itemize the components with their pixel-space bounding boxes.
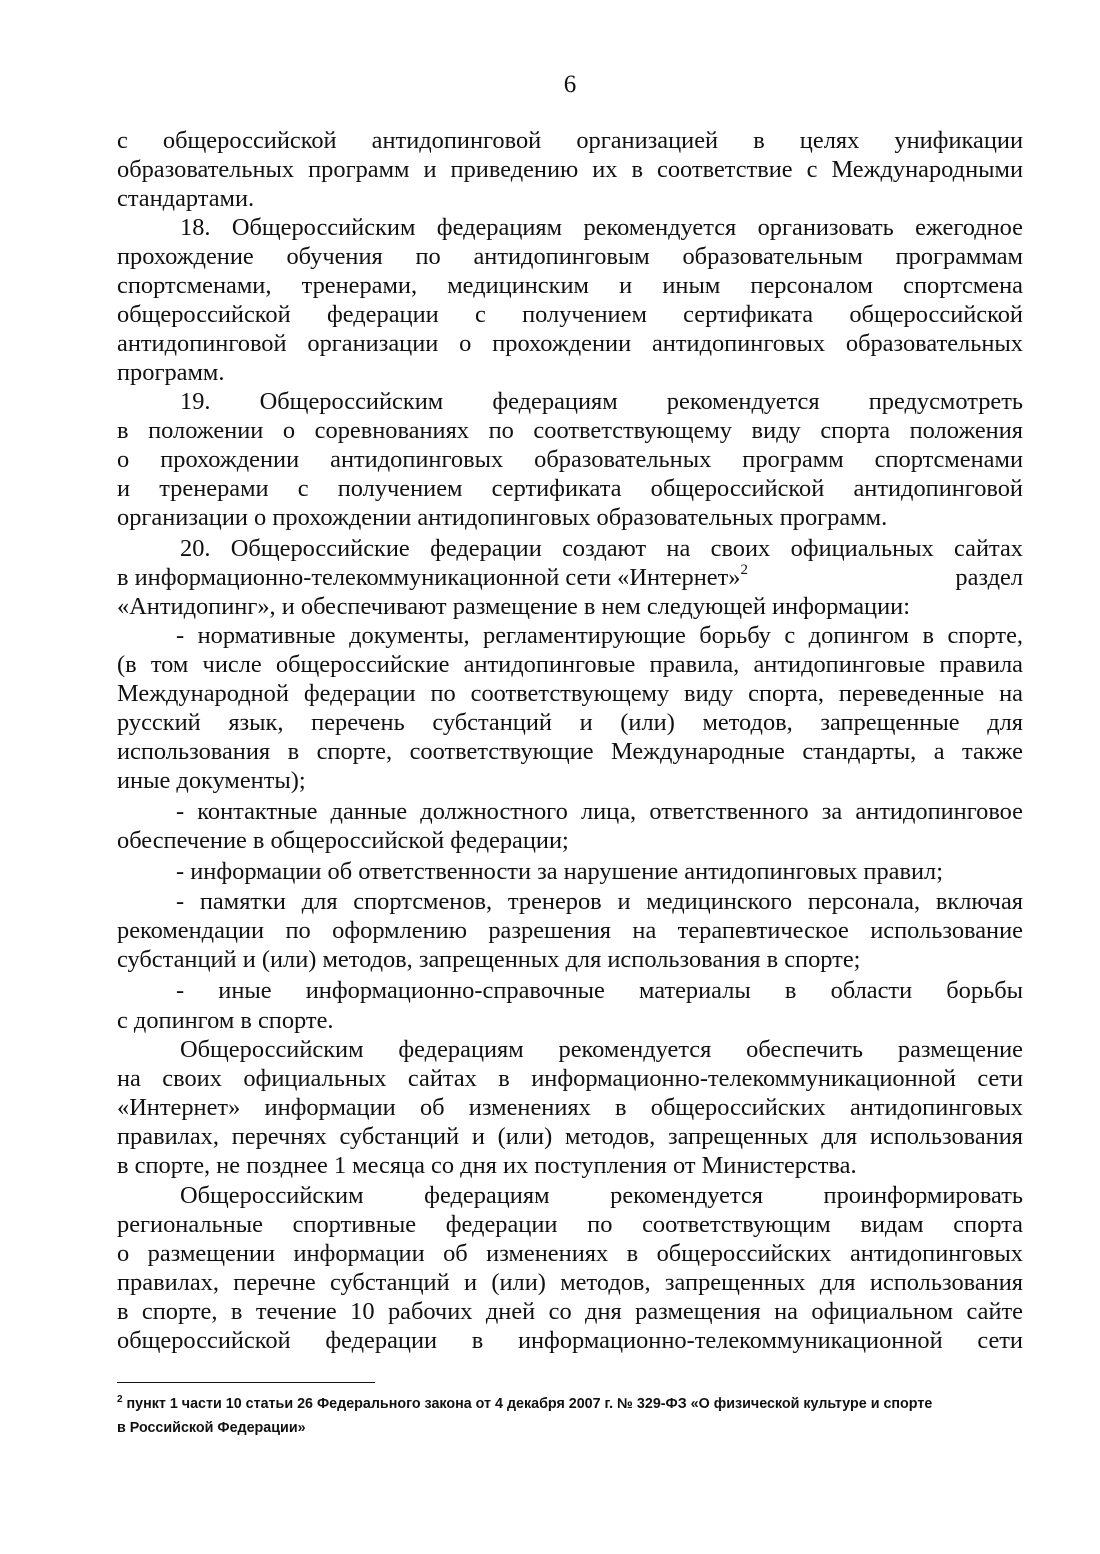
list-item-start: - контактные данные должностного лица, ответственного за антидопинговое [176, 798, 1023, 825]
footnote-mark: 2 [117, 1394, 123, 1405]
list-item-start: - иные информационно-справочные материалы в области борьбы [176, 977, 1023, 1004]
list-item-start: - нормативные документы, регламентирующие борьбу с допингом в спорте, [176, 622, 1023, 649]
text-line: правилах, перечнях субстанций и (или) методов, запрещенных для использования [117, 1123, 1023, 1150]
text-line [117, 563, 1023, 592]
footnote-separator [117, 1382, 375, 1383]
text-line: правилах, перечне субстанций и (или) методов, запрещенных для использования [117, 1269, 1023, 1296]
footnote-reference: 2 [740, 562, 748, 578]
text-segment: в информационно-телекоммуникационной сети «Интернет» [117, 564, 741, 591]
text-line: в спорте, в течение 10 рабочих дней со дня размещения на официальном сайте [117, 1298, 1023, 1325]
text-line: региональные спортивные федерации по соответствующим видам спорта [117, 1211, 1023, 1238]
list-item-start: - памятки для спортсменов, тренеров и медицинского персонала, включая [176, 888, 1023, 915]
footnote-line: в Российской Федерации» [117, 1420, 306, 1436]
text-segment: раздел [955, 564, 1023, 591]
text-line: «Антидопинг», и обеспечивают размещение в нем следующей информации: [117, 593, 910, 620]
page-number: 6 [563, 71, 577, 98]
text-line: стандартами. [117, 185, 255, 212]
paragraph-start: Общероссийским федерациям рекомендуется обеспечить размещение [180, 1036, 1023, 1063]
text-line: (в том числе общероссийские антидопинговые правила, антидопинговые правила [117, 651, 1023, 678]
text-line: иные документы); [117, 767, 306, 794]
text-line: Международной федерации по соответствующему виду спорта, переведенные на [117, 680, 1023, 707]
text-line: организации о прохождении антидопинговых образовательных программ. [117, 504, 888, 531]
footnote-line: пункт 1 части 10 статьи 26 Федерального закона от 4 декабря 2007 г. № 329-ФЗ «О физической культуре и спорте [122, 1396, 933, 1412]
text-line: в спорте, не позднее 1 месяца со дня их поступления от Министерства. [117, 1152, 857, 1179]
text-line: с общероссийской антидопинговой организацией в целях унификации [117, 127, 1023, 154]
text-line: программ. [117, 359, 225, 386]
text-line: русский язык, перечень субстанций и (или) методов, запрещенные для [117, 709, 1023, 736]
text-line: образовательных программ и приведению их в соответствие с Международными [117, 156, 1023, 183]
text-line: о прохождении антидопинговых образовательных программ спортсменами [117, 446, 1023, 473]
text-line: общероссийской федерации с получением сертификата общероссийской [117, 301, 1023, 328]
text-line: о размещении информации об изменениях в общероссийских антидопинговых [117, 1240, 1023, 1267]
paragraph-19-start: 19. Общероссийским федерациям рекомендуется предусмотреть [180, 388, 1023, 415]
paragraph-start: Общероссийским федерациям рекомендуется проинформировать [180, 1182, 1023, 1209]
text-line: рекомендации по оформлению разрешения на терапевтическое использование [117, 917, 1023, 944]
text-line: использования в спорте, соответствующие Международные стандарты, а также [117, 738, 1023, 765]
text-line: прохождение обучения по антидопинговым образовательным программам [117, 243, 1023, 270]
text-line: в положении о соревнованиях по соответствующему виду спорта положения [117, 417, 1023, 444]
list-item-start: - информации об ответственности за нарушение антидопинговых правил; [176, 858, 943, 885]
text-line: субстанций и (или) методов, запрещенных для использования в спорте; [117, 946, 861, 973]
text-line: спортсменами, тренерами, медицинским и иным персоналом спортсмена [117, 272, 1023, 299]
footnote-text [117, 1395, 1037, 1413]
text-line: на своих официальных сайтах в информационно-телекоммуникационной сети [117, 1065, 1023, 1092]
paragraph-18-start: 18. Общероссийским федерациям рекомендуется организовать ежегодное [180, 214, 1023, 241]
text-segment [117, 563, 748, 592]
text-line: обеспечение в общероссийской федерации; [117, 827, 569, 854]
text-line: антидопинговой организации о прохождении антидопинговых образовательных [117, 330, 1023, 357]
text-line: с допингом в спорте. [117, 1007, 334, 1034]
text-line: и тренерами с получением сертификата общероссийской антидопинговой [117, 475, 1023, 502]
text-line: «Интернет» информации об изменениях в общероссийских антидопинговых [117, 1094, 1023, 1121]
paragraph-20-start: 20. Общероссийские федерации создают на своих официальных сайтах [180, 535, 1023, 562]
text-line: общероссийской федерации в информационно-телекоммуникационной сети [117, 1327, 1023, 1354]
